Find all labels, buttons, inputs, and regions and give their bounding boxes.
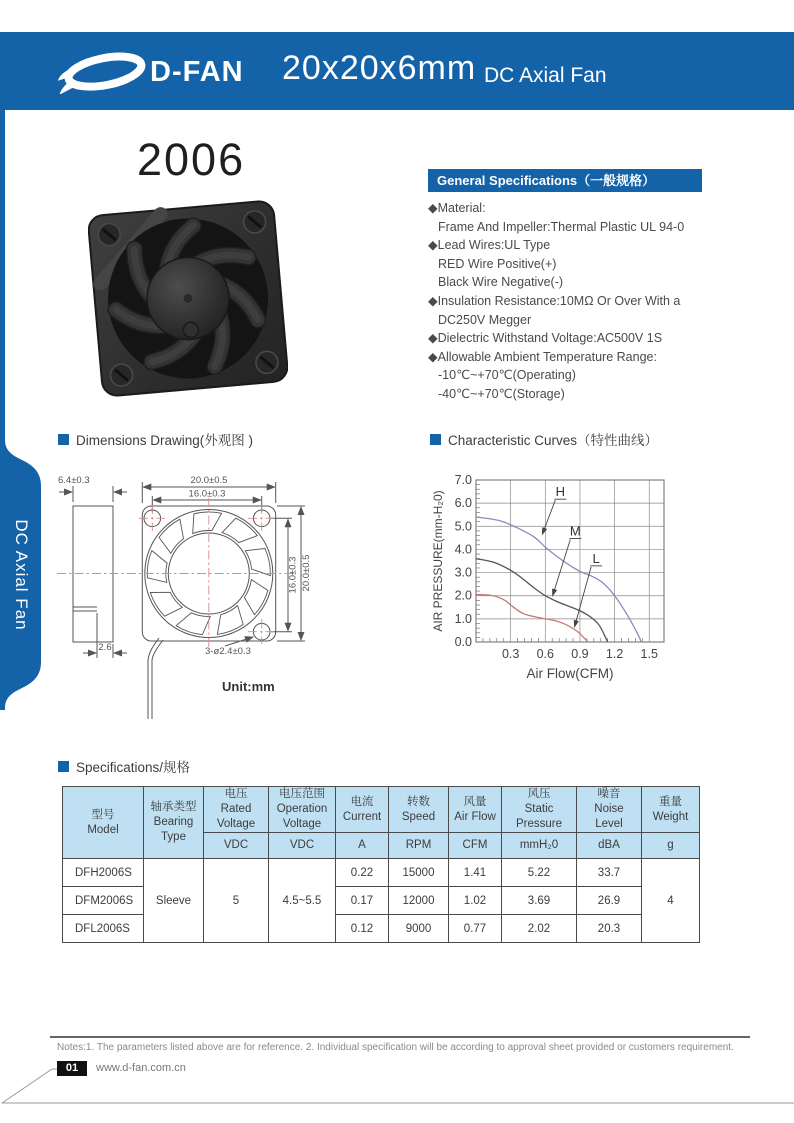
cell-current: 0.17 <box>336 887 389 915</box>
cell-weight: 4 <box>642 859 700 943</box>
dim-outer-height: 20.0±0.5 <box>301 554 312 592</box>
svg-text:0.0: 0.0 <box>454 635 472 649</box>
blue-square-icon <box>58 761 69 772</box>
dim-side-width: 6.4±0.3 <box>58 475 90 486</box>
col-unit: VDC <box>269 833 336 859</box>
svg-text:2.0: 2.0 <box>454 588 472 603</box>
cell-airflow: 1.02 <box>449 887 502 915</box>
col-header: 噪音 Noise Level <box>577 787 642 833</box>
col-header: 重量 Weight <box>642 787 700 833</box>
specifications-table <box>62 786 700 943</box>
col-header: 风压 Static Pressure <box>502 787 577 833</box>
svg-text:1.5: 1.5 <box>640 647 658 661</box>
cell-speed: 12000 <box>389 887 449 915</box>
svg-text:L: L <box>592 550 600 566</box>
brand-name: D-FAN <box>150 56 244 88</box>
col-header: 电流 Current <box>336 787 389 833</box>
cell-current: 0.12 <box>336 915 389 943</box>
cell-airflow: 0.77 <box>449 915 502 943</box>
col-header: 电压 Rated Voltage <box>204 787 269 833</box>
svg-text:4.0: 4.0 <box>454 542 472 557</box>
col-unit: RPM <box>389 833 449 859</box>
curves-section-title: Characteristic Curves（特性曲线） <box>430 429 658 449</box>
cell-model: DFM2006S <box>63 887 144 915</box>
website-link[interactable]: www.d-fan.com.cn <box>96 1062 186 1074</box>
dfan-logo-icon <box>56 50 150 94</box>
cell-current: 0.22 <box>336 859 389 887</box>
svg-text:0.3: 0.3 <box>501 647 520 661</box>
spec-line: ◆Allowable Ambient Temperature Range: <box>428 349 657 364</box>
svg-text:H: H <box>555 484 566 500</box>
svg-text:1.2: 1.2 <box>605 647 624 661</box>
cell-operation-voltage: 4.5~5.5 <box>269 859 336 943</box>
page-subtitle: DC Axial Fan <box>484 64 607 87</box>
svg-text:Air Flow(CFM): Air Flow(CFM) <box>526 666 614 681</box>
col-header: 风量 Air Flow <box>449 787 502 833</box>
cell-noise: 26.9 <box>577 887 642 915</box>
cell-bearing: Sleeve <box>144 859 204 943</box>
svg-text:1.0: 1.0 <box>454 611 472 626</box>
col-unit: g <box>642 833 700 859</box>
spec-line: ◆Insulation Resistance:10MΩ Or Over With a <box>428 293 681 308</box>
dim-step: 2.6 <box>98 642 112 653</box>
side-tab-label: DC Axial Fan <box>12 519 31 631</box>
cell-rated-voltage: 5 <box>204 859 269 943</box>
cell-noise: 20.3 <box>577 915 642 943</box>
general-specs-list <box>428 199 728 404</box>
specifications-section-title: Specifications/规格 <box>58 756 190 776</box>
dimensions-section-title: Dimensions Drawing(外观图 ) <box>58 429 253 449</box>
svg-text:M: M <box>569 523 581 539</box>
cell-pressure: 2.02 <box>502 915 577 943</box>
page-title: 20x20x6mm <box>282 49 477 87</box>
svg-text:0.6: 0.6 <box>536 647 554 661</box>
spec-line: -10℃~+70℃(Operating) <box>438 368 576 383</box>
cell-speed: 15000 <box>389 859 449 887</box>
cell-model: DFH2006S <box>63 859 144 887</box>
spec-line: ◆Lead Wires:UL Type <box>428 238 551 253</box>
notes-separator <box>50 1036 750 1038</box>
blue-square-icon <box>430 434 441 445</box>
col-unit: VDC <box>204 833 269 859</box>
svg-text:7.0: 7.0 <box>454 473 472 487</box>
general-specs-header: General Specifications（一般规格） <box>428 169 702 192</box>
col-unit: mmH₂0 <box>502 833 577 859</box>
spec-line: -40℃~+70℃(Storage) <box>438 386 565 401</box>
col-unit: A <box>336 833 389 859</box>
model-number: 2006 <box>137 134 246 185</box>
col-unit: dBA <box>577 833 642 859</box>
spec-line: Black Wire Negative(-) <box>438 275 564 290</box>
svg-text:AIR PRESSURE(mm-H₂0): AIR PRESSURE(mm-H₂0) <box>431 490 445 632</box>
dim-hole-pitch-h: 16.0±0.3 <box>287 556 299 594</box>
dim-outer-width: 20.0±0.5 <box>190 475 228 486</box>
unit-label: Unit:mm <box>222 679 275 694</box>
col-header-model: 型号 Model <box>63 787 144 859</box>
footer-rule <box>0 1060 794 1110</box>
cell-model: DFL2006S <box>63 915 144 943</box>
dimensions-drawing <box>55 472 313 724</box>
svg-text:0.9: 0.9 <box>571 647 589 661</box>
col-header-bearing: 轴承类型 Bearing Type <box>144 787 204 859</box>
spec-line: ◆Material: <box>428 201 486 215</box>
svg-text:6.0: 6.0 <box>454 496 472 511</box>
col-header: 转数 Speed <box>389 787 449 833</box>
spec-line: RED Wire Positive(+) <box>438 256 557 271</box>
col-unit: CFM <box>449 833 502 859</box>
cell-speed: 9000 <box>389 915 449 943</box>
spec-line: ◆Dielectric Withstand Voltage:AC500V 1S <box>428 331 663 346</box>
spec-line: Frame And Impeller:Thermal Plastic UL 94-0 <box>438 219 685 234</box>
cell-pressure: 5.22 <box>502 859 577 887</box>
cell-airflow: 1.41 <box>449 859 502 887</box>
footer-notes: Notes:1. The parameters listed above are for reference. 2. Individual specification will be according to approval sheet provided or customers requirement. <box>57 1042 734 1053</box>
svg-text:3.0: 3.0 <box>454 565 472 580</box>
dim-hole-pitch-w: 16.0±0.3 <box>188 488 226 500</box>
characteristic-curves-chart <box>428 462 728 692</box>
col-header: 电压范围 Operation Voltage <box>269 787 336 833</box>
cell-pressure: 3.69 <box>502 887 577 915</box>
spec-line: DC250V Megger <box>438 312 532 327</box>
cell-noise: 33.7 <box>577 859 642 887</box>
header-banner <box>0 32 794 110</box>
page-number-badge: 01 <box>57 1061 87 1076</box>
blue-square-icon <box>58 434 69 445</box>
fan-product-photo <box>88 196 288 401</box>
dim-holes: 3-ø2.4±0.3 <box>205 646 251 657</box>
svg-text:5.0: 5.0 <box>454 519 472 534</box>
